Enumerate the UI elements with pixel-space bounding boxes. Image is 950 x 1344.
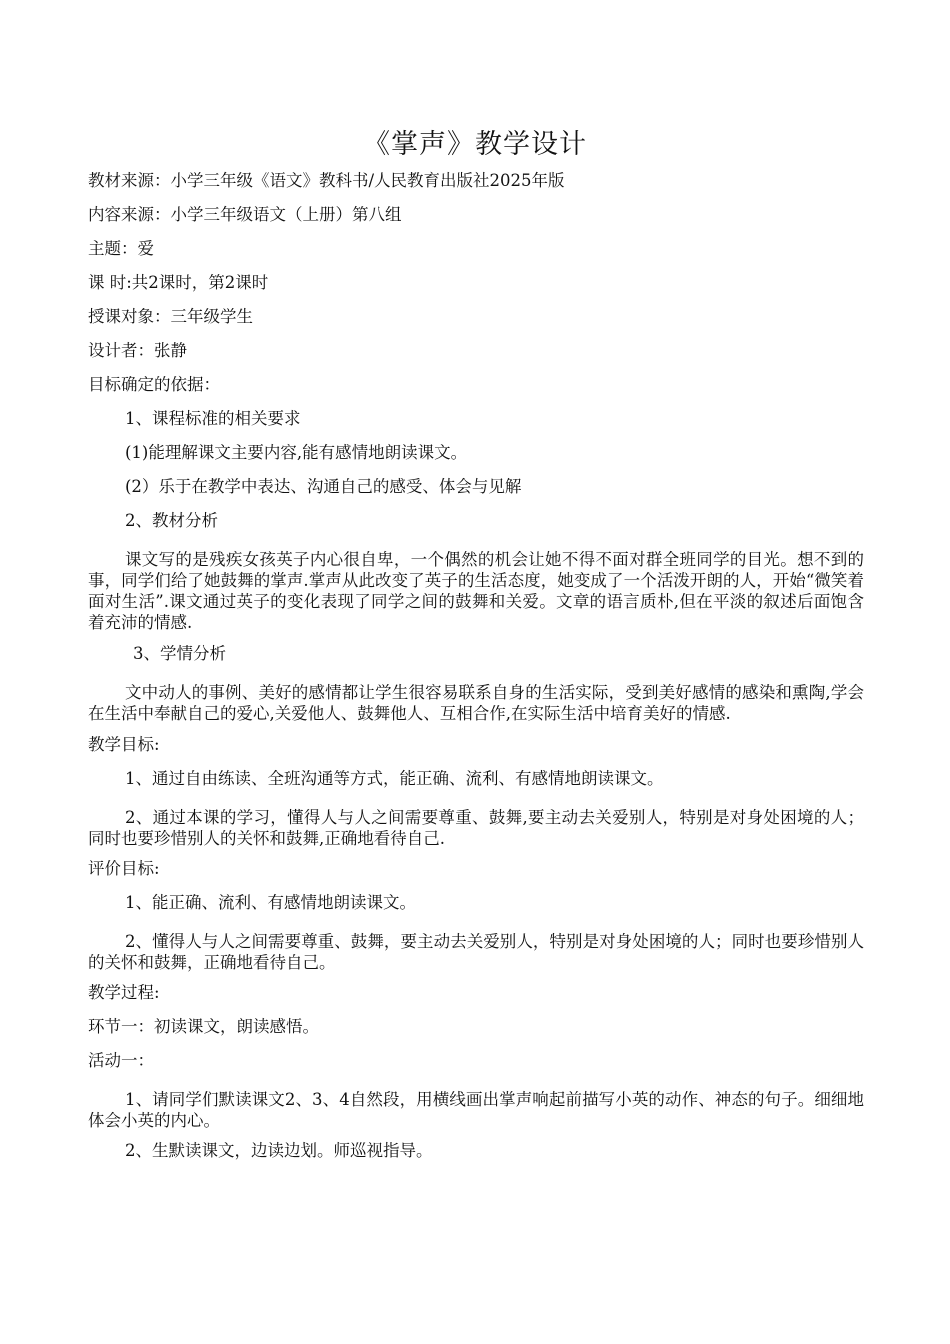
source-content-line: 内容来源：小学三年级语文（上册）第八组	[88, 205, 402, 224]
teaching-goal-1: 1、通过自由练读、全班沟通等方式，能正确、流利、有感情地朗读课文。	[125, 769, 664, 788]
textbook-analysis-paragraph: 课文写的是残疾女孩英子内心很自卑，一个偶然的机会让她不得不面对群全班同学的目光。想不到的事，同学们给了她鼓舞的掌声.掌声从此改变了英子的生活态度，她变成了一个活泼开朗的人，开始“微笑着面对生活”.课文通过英子的变化表现了同学之间的鼓舞和关爱。文章的语言质朴,但在平淡的叙述后面饱含着充沛的情感.	[88, 550, 864, 632]
audience-line: 授课对象：三年级学生	[88, 307, 253, 326]
document-body	[88, 166, 864, 1170]
teaching-goal-2: 2、通过本课的学习，懂得人与人之间需要尊重、鼓舞,要主动去关爱别人，特别是对身处困境的人；同时也要珍惜别人的关怀和鼓舞,正确地看待自己.	[88, 808, 864, 848]
eval-goal-1: 1、能正确、流利、有感情地朗读课文。	[125, 893, 416, 912]
theme-line: 主题：爱	[88, 239, 154, 258]
student-analysis-paragraph: 文中动人的事例、美好的感情都让学生很容易联系自身的生活实际，受到美好感情的感染和熏陶,学会在生活中奉献自己的爱心,关爱他人、鼓舞他人、互相合作,在实际生活中培育美好的情感.	[88, 683, 864, 723]
step-1-heading: 环节一：初读课文，朗读感悟。	[88, 1017, 319, 1036]
basis-item-3: 3、学情分析	[133, 644, 226, 663]
teaching-goals-heading: 教学目标:	[88, 735, 160, 754]
basis-item-1-1: (1)能理解课文主要内容,能有感情地朗读课文。	[125, 443, 468, 462]
activity-1-item-1: 1、请同学们默读课文2、3、4自然段，用横线画出掌声响起前描写小英的动作、神态的句子。细细地体会小英的内心。	[88, 1090, 864, 1130]
basis-item-2: 2、教材分析	[125, 511, 218, 530]
basis-item-1: 1、课程标准的相关要求	[125, 409, 301, 428]
process-heading: 教学过程:	[88, 983, 160, 1002]
activity-1-item-2: 2、生默读课文，边读边划。师巡视指导。	[125, 1141, 433, 1160]
basis-heading: 目标确定的依据：	[88, 375, 220, 394]
periods-line: 课 时:共2课时，第2课时	[88, 273, 269, 292]
eval-goals-heading: 评价目标:	[88, 859, 160, 878]
source-material-line: 教材来源：小学三年级《语文》教科书/人民教育出版社2025年版	[88, 171, 565, 190]
designer-line: 设计者：张静	[88, 341, 187, 360]
document-title: 《掌声》教学设计	[363, 129, 587, 160]
basis-item-1-2: (2）乐于在教学中表达、沟通自己的感受、体会与见解	[125, 477, 522, 496]
eval-goal-2: 2、懂得人与人之间需要尊重、鼓舞，要主动去关爱别人，特别是对身处困境的人；同时也要珍惜别人的关怀和鼓舞，正确地看待自己。	[88, 932, 864, 972]
activity-1-heading: 活动一：	[88, 1051, 154, 1070]
